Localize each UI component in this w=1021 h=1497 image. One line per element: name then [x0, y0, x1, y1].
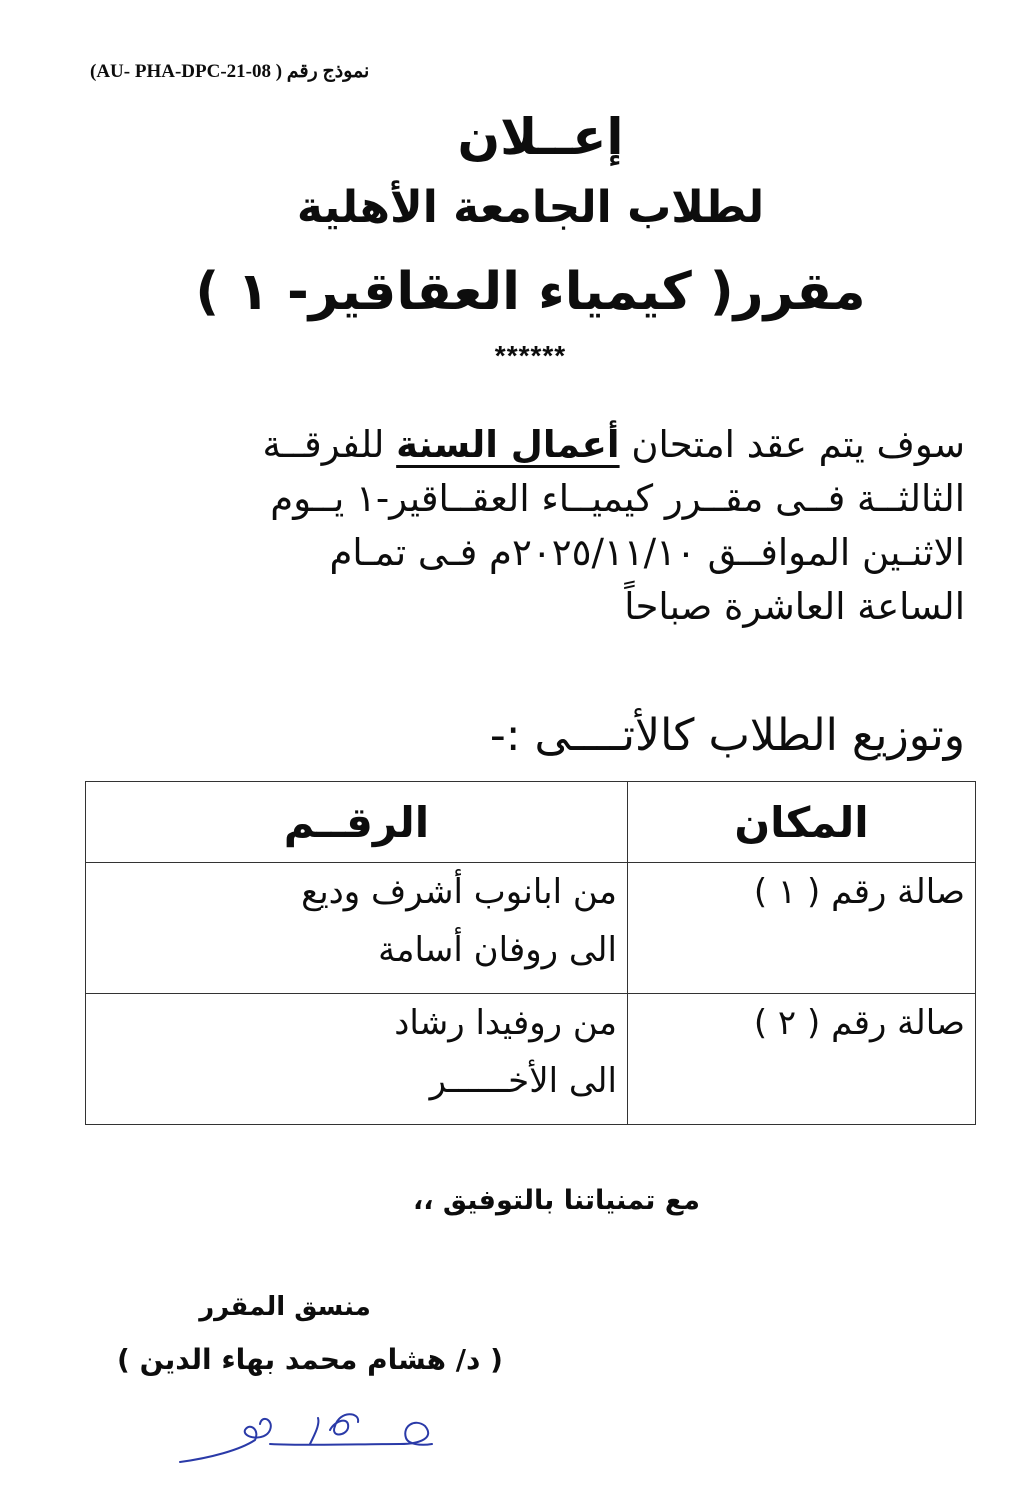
form-code: نموذج رقم ( AU- PHA-DPC-21-08)	[90, 61, 370, 82]
signatory-name: ( د/ هشام محمد بهاء الدين )	[117, 1343, 503, 1376]
announcement-title: إعــلان	[457, 108, 624, 166]
announcement-body	[90, 418, 965, 634]
body-text: سوف يتم عقد امتحان	[619, 423, 965, 466]
distribution-table	[85, 781, 976, 1125]
distribution-heading: وتوزيع الطلاب كالأتــــى :-	[489, 710, 965, 761]
highlighted-exam-type: أعمال السنة	[396, 423, 620, 466]
table-header-row	[86, 782, 976, 863]
table-row	[86, 994, 976, 1125]
cell-place: صالة رقم ( ٢ )	[628, 994, 976, 1125]
cell-place: صالة رقم ( ١ )	[628, 863, 976, 994]
closing-remark: مع تمنياتنا بالتوفيق ،،	[413, 1185, 700, 1216]
body-text: للفرقــة	[262, 423, 397, 466]
signatory-role: منسق المقرر	[199, 1292, 371, 1322]
header-place: المكان	[628, 782, 976, 863]
cell-range	[86, 863, 628, 994]
body-line-2: الثالثــة فــى مقــرر كيميــاء العقــاقير-١ يــوم	[270, 477, 965, 520]
range-to: الى الأخــــــر	[429, 1061, 617, 1101]
body-line-3: الاثنـين الموافــق ٢٠٢٥/١١/١٠م فـى تمـام	[329, 531, 965, 574]
range-to: الى روفان أسامة	[378, 930, 617, 970]
table-row	[86, 863, 976, 994]
range-from: من ابانوب أشرف وديع	[301, 872, 617, 912]
cell-range	[86, 994, 628, 1125]
header-number: الرقــم	[86, 782, 628, 863]
body-line-4: الساعة العاشرة صباحاً	[624, 585, 965, 628]
course-title: مقرر( كيمياء العقاقير- ١ )	[195, 262, 866, 322]
handwritten-signature	[170, 1400, 470, 1470]
body-line-1	[90, 418, 965, 472]
separator: ******	[494, 340, 567, 371]
announcement-subtitle: لطلاب الجامعة الأهلية	[296, 182, 765, 233]
range-from: من روفيدا رشاد	[394, 1003, 617, 1043]
